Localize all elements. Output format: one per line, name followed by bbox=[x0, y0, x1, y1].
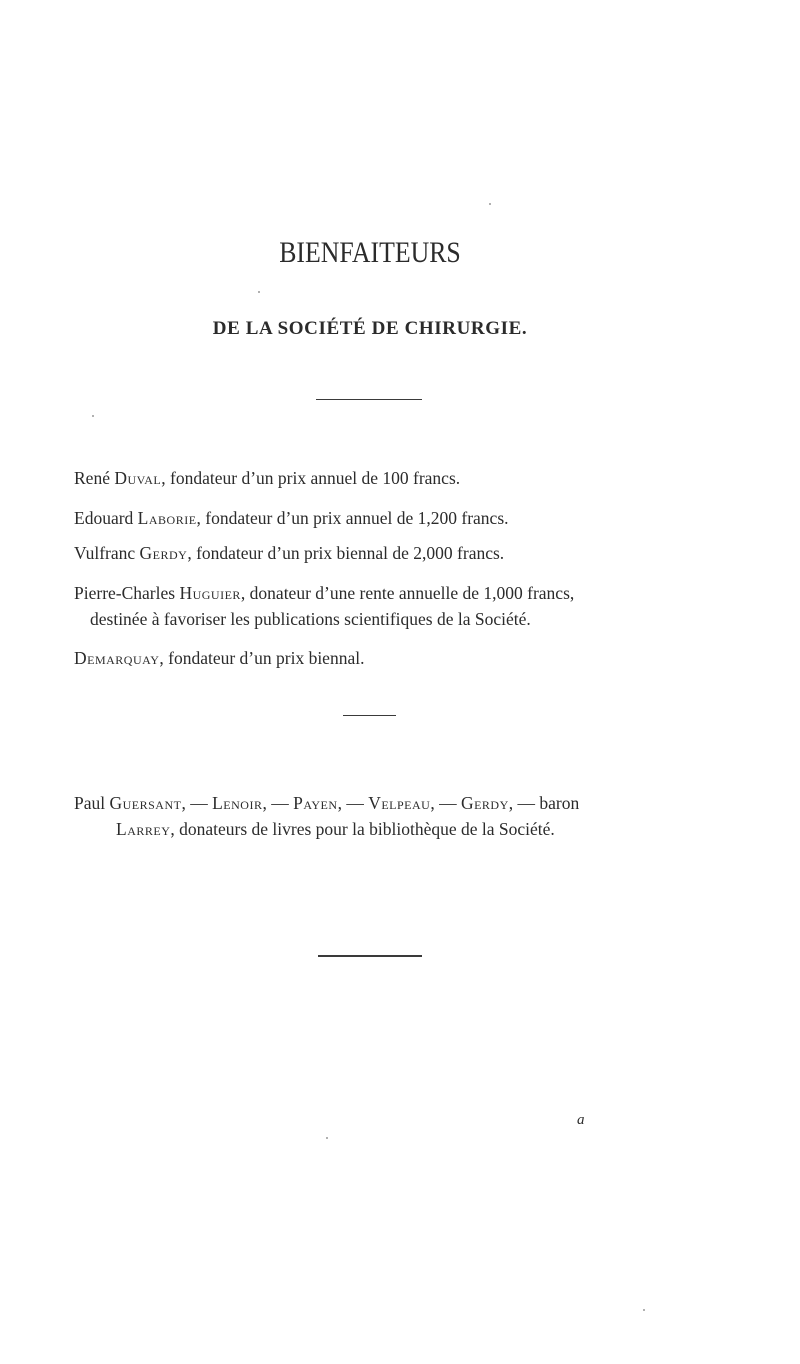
benefactor-description-continuation: destinée à favoriser les publications scientifiques de la Société. bbox=[90, 609, 531, 629]
benefactor-description: , fondateur d’un prix biennal. bbox=[159, 648, 365, 668]
page-title: BIENFAITEURS bbox=[279, 236, 461, 269]
donor-separator: , — bbox=[181, 793, 213, 813]
donor-surname: Larrey bbox=[116, 819, 171, 839]
benefactor-surname: Gerdy bbox=[139, 543, 188, 563]
benefactor-surname: Laborie bbox=[137, 508, 197, 528]
benefactor-first-name: Pierre-Charles bbox=[74, 583, 180, 603]
paper-speck bbox=[258, 291, 260, 293]
donor-separator: , — baron bbox=[508, 793, 580, 813]
benefactor-first-name: René bbox=[74, 468, 115, 488]
donor-surname: Lenoir bbox=[212, 793, 263, 813]
paper-speck bbox=[326, 1137, 328, 1139]
benefactor-description: , fondateur d’un prix biennal de 2,000 francs. bbox=[187, 543, 505, 563]
benefactor-entry bbox=[74, 645, 674, 671]
benefactor-first-name: Edouard bbox=[74, 508, 138, 528]
signature-mark: a bbox=[577, 1112, 585, 1128]
divider-rule bbox=[318, 955, 422, 957]
donor-separator: , — bbox=[430, 793, 461, 813]
paper-speck bbox=[489, 203, 491, 205]
benefactor-entry bbox=[74, 540, 674, 566]
page-subtitle: DE LA SOCIÉTÉ DE CHIRURGIE. bbox=[212, 318, 528, 339]
donor-first-name: Paul bbox=[74, 793, 110, 813]
benefactor-surname: Demarquay bbox=[74, 648, 160, 668]
donor-separator: , — bbox=[262, 793, 294, 813]
benefactor-description: , donateur d’une rente annuelle de 1,000 francs, bbox=[240, 583, 575, 603]
donor-separator: , — bbox=[337, 793, 369, 813]
donor-surname: Payen bbox=[293, 793, 338, 813]
donor-surname: Velpeau bbox=[368, 793, 431, 813]
benefactor-entry bbox=[74, 465, 674, 491]
benefactor-first-name: Vulfranc bbox=[74, 543, 140, 563]
donor-surname: Guersant bbox=[109, 793, 182, 813]
benefactor-entry bbox=[74, 505, 674, 531]
benefactor-surname: Duval bbox=[114, 468, 162, 488]
book-donors-entry bbox=[74, 790, 684, 842]
benefactor-entry bbox=[74, 580, 674, 632]
paper-speck bbox=[92, 415, 94, 417]
divider-rule bbox=[316, 399, 422, 400]
divider-rule bbox=[343, 715, 396, 716]
donor-surname: Gerdy bbox=[460, 793, 509, 813]
paper-speck bbox=[643, 1309, 645, 1311]
donor-description: , donateurs de livres pour la bibliothèque de la Société. bbox=[170, 819, 555, 839]
benefactor-surname: Huguier bbox=[179, 583, 241, 603]
benefactor-description: , fondateur d’un prix annuel de 100 francs. bbox=[161, 468, 461, 488]
benefactor-description: , fondateur d’un prix annuel de 1,200 francs. bbox=[196, 508, 509, 528]
